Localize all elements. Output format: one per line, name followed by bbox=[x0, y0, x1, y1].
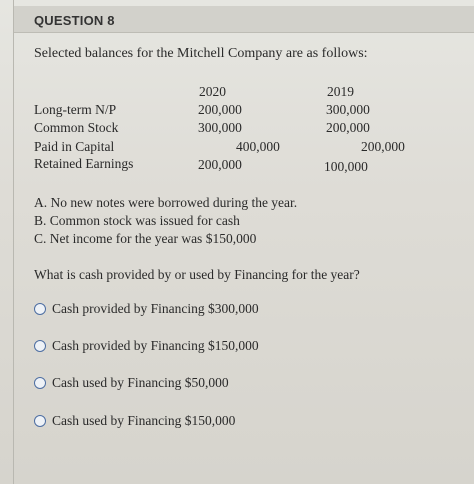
cell-2019-long-term-np: 300,000 bbox=[326, 102, 370, 117]
row-label-paid-in-capital: Paid in Capital bbox=[34, 139, 115, 154]
question-intro: Selected balances for the Mitchell Company are as follows: bbox=[34, 46, 368, 61]
row-label-retained-earnings: Retained Earnings bbox=[34, 156, 134, 171]
answer-option-label: Cash used by Financing $150,000 bbox=[52, 413, 236, 428]
row-label-common-stock: Common Stock bbox=[34, 120, 119, 135]
answer-option-4[interactable] bbox=[34, 412, 235, 430]
answer-option-2[interactable] bbox=[34, 337, 259, 355]
cell-2020-long-term-np: 200,000 bbox=[198, 102, 242, 117]
cell-2020-common-stock: 300,000 bbox=[198, 120, 242, 135]
cell-2019-common-stock: 200,000 bbox=[326, 120, 370, 135]
question-prompt: What is cash provided by or used by Financing for the year? bbox=[34, 267, 360, 282]
column-header-2019: 2019 bbox=[327, 84, 354, 99]
radio-button-icon[interactable] bbox=[34, 303, 46, 315]
answer-option-3[interactable] bbox=[34, 374, 229, 392]
fact-c: C. Net income for the year was $150,000 bbox=[34, 231, 257, 246]
radio-button-icon[interactable] bbox=[34, 377, 46, 389]
row-label-long-term-np: Long-term N/P bbox=[34, 102, 117, 117]
cell-2019-retained-earnings: 100,000 bbox=[324, 159, 368, 174]
cell-2019-paid-in-capital: 200,000 bbox=[361, 139, 405, 154]
column-header-2020: 2020 bbox=[199, 84, 226, 99]
answer-option-label: Cash used by Financing $50,000 bbox=[52, 375, 229, 390]
radio-button-icon[interactable] bbox=[34, 340, 46, 352]
answer-option-label: Cash provided by Financing $300,000 bbox=[52, 301, 259, 316]
cell-2020-paid-in-capital: 400,000 bbox=[236, 139, 280, 154]
answer-option-1[interactable] bbox=[34, 300, 259, 318]
question-number: QUESTION 8 bbox=[34, 13, 115, 28]
cell-2020-retained-earnings: 200,000 bbox=[198, 157, 242, 172]
fact-b: B. Common stock was issued for cash bbox=[34, 213, 240, 228]
left-divider bbox=[13, 0, 14, 484]
fact-a: A. No new notes were borrowed during the year. bbox=[34, 195, 298, 210]
radio-button-icon[interactable] bbox=[34, 415, 46, 427]
answer-option-label: Cash provided by Financing $150,000 bbox=[52, 338, 259, 353]
